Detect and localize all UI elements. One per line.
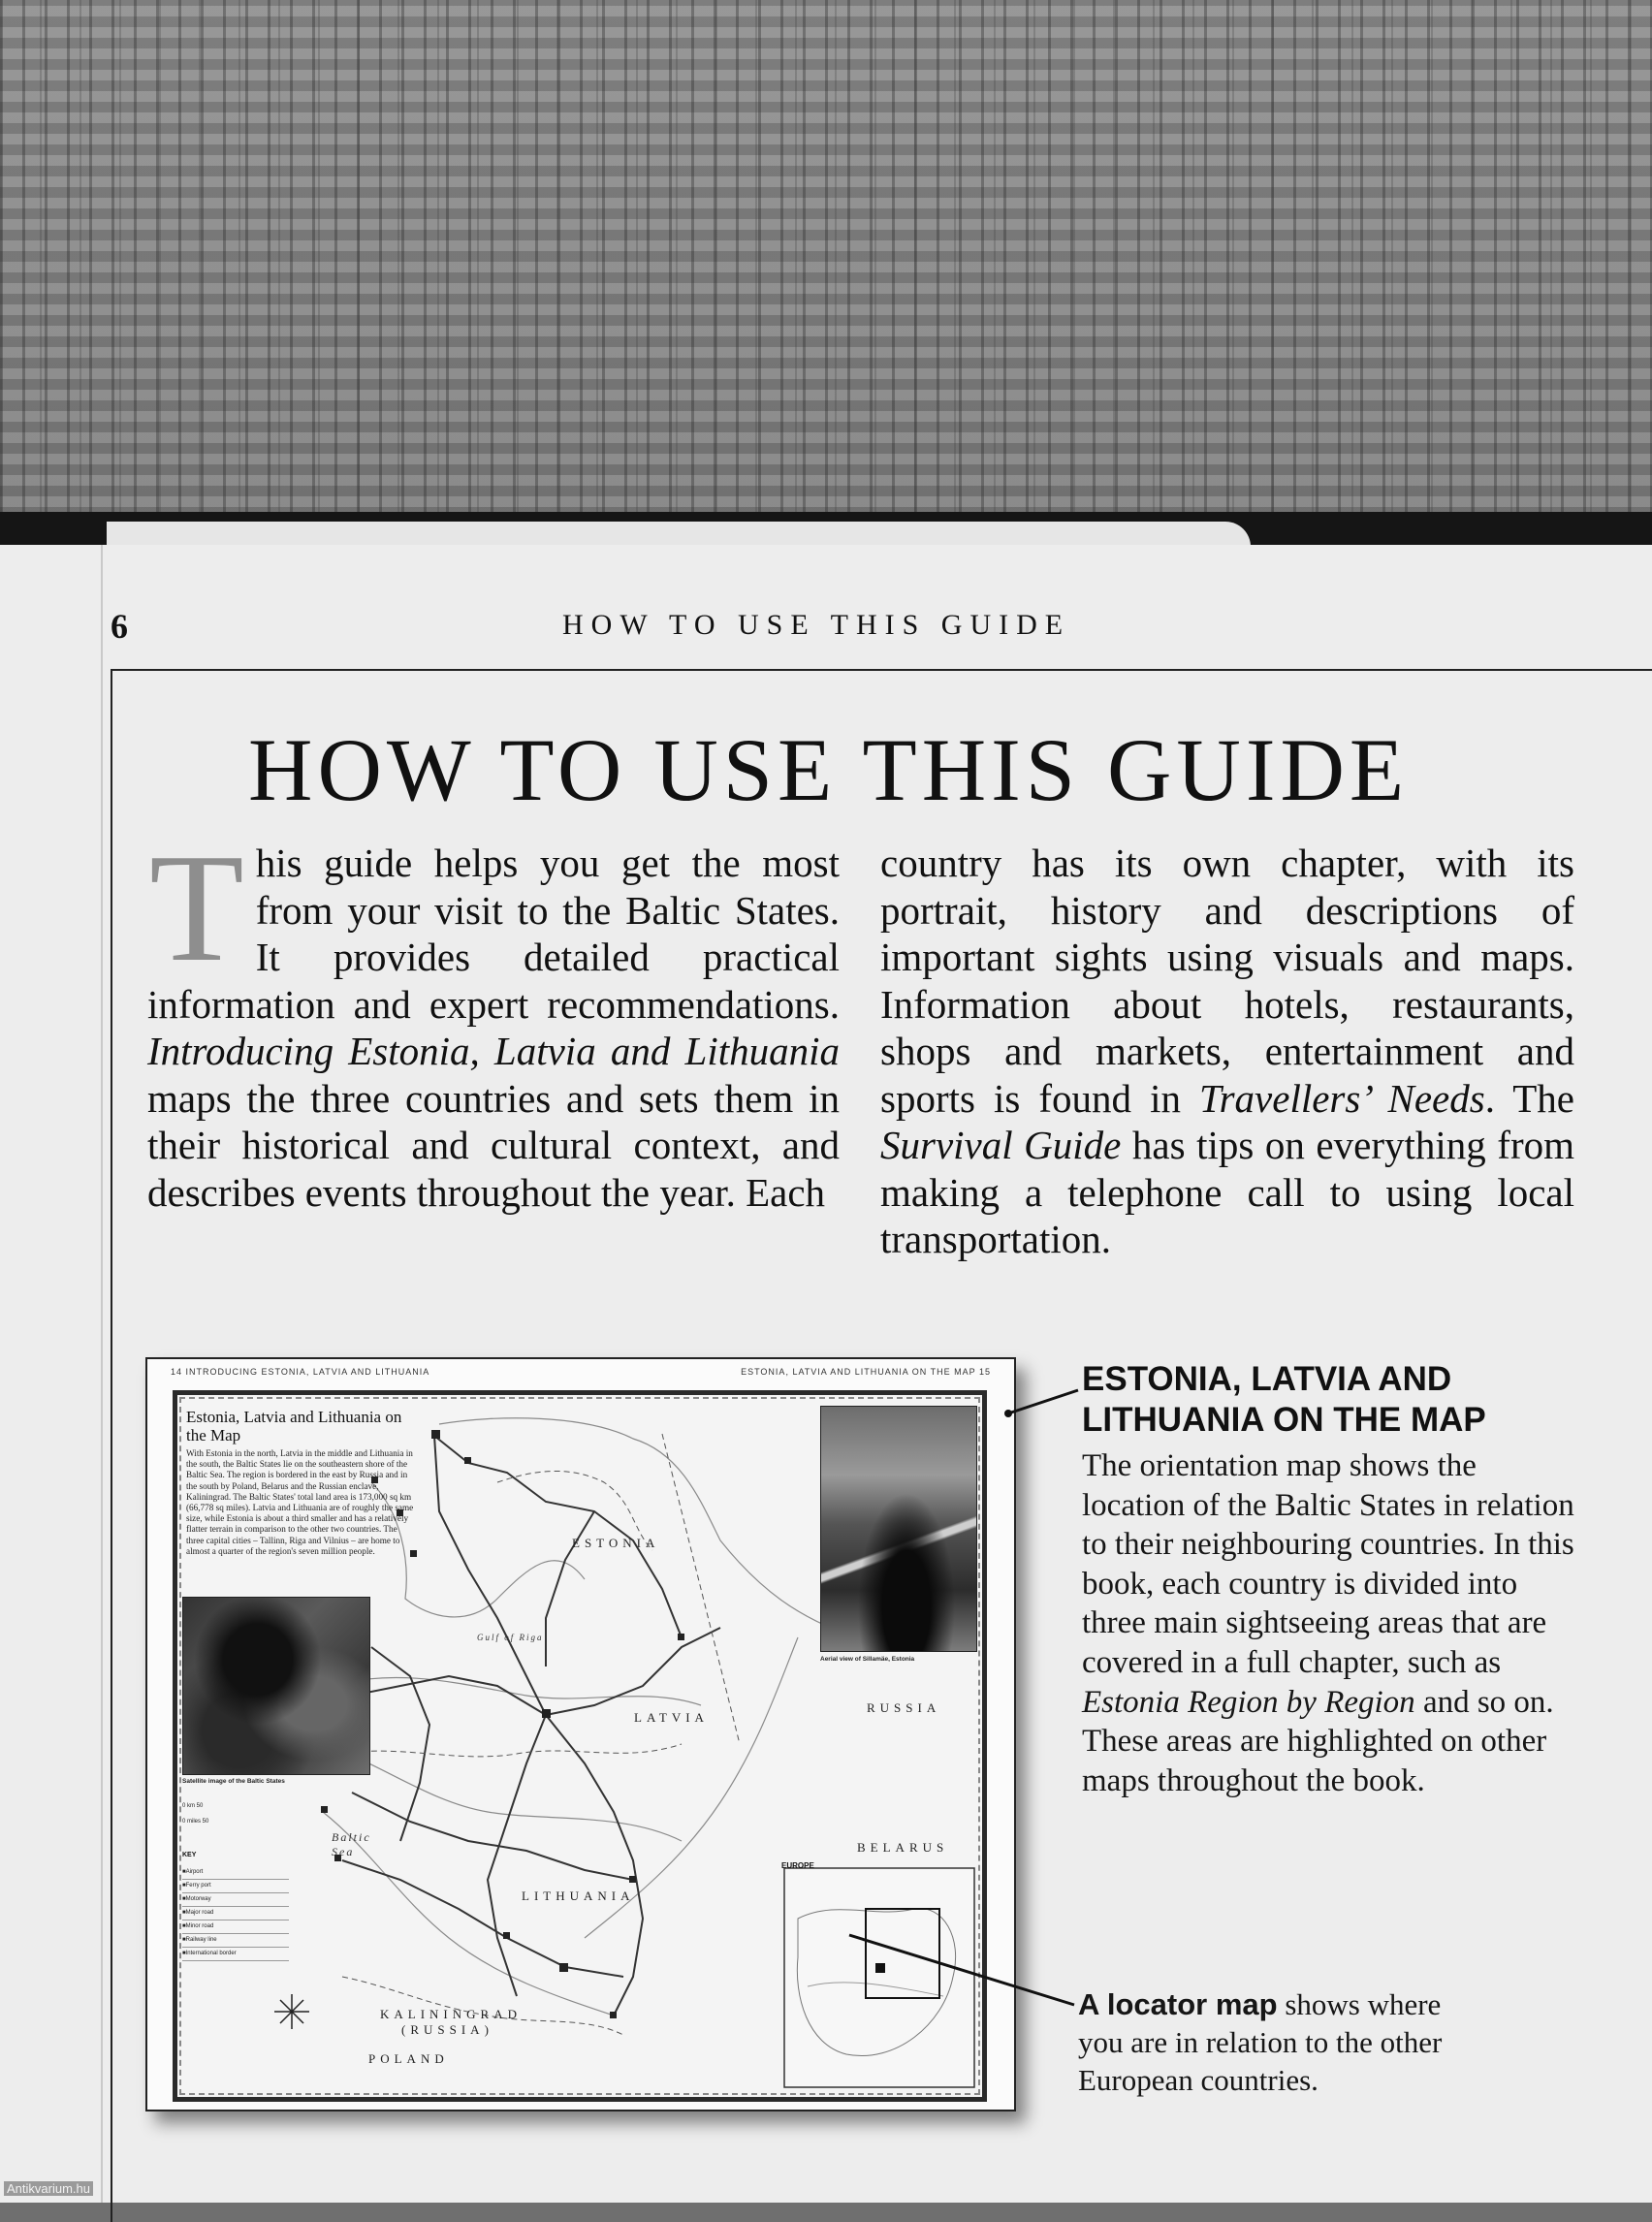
satellite-image: [182, 1597, 370, 1775]
intro-left-lead: his guide helps you get the most from your visit to the Baltic States. It provides detailed practical information and expert recommendations.: [147, 841, 840, 1027]
sample-spread-thumbnail: [145, 1357, 1016, 2111]
spread-header-right: ESTONIA, LATVIA AND LITHUANIA ON THE MAP 15: [741, 1367, 991, 1377]
locator-annotation-bold: A locator map: [1078, 1987, 1278, 2021]
inset-map-title: EUROPE: [781, 1861, 814, 1870]
map-annotation-italic: Estonia Region by Region: [1082, 1684, 1415, 1720]
map-annotation-text: [1082, 1446, 1586, 1800]
intro-right-mid: . The: [1484, 1075, 1574, 1121]
intro-left-tail: maps the three countries and sets them in their historical and cultural context, and describes events throughout the year. Each: [147, 1075, 840, 1215]
intro-column-left: [147, 821, 840, 1216]
table-surface: [0, 0, 1652, 528]
drop-cap: T: [149, 821, 244, 994]
key-item-major-road: ■ Major road: [182, 1906, 289, 1920]
key-item-border: ■ International border: [182, 1947, 289, 1961]
aerial-caption: Aerial view of Sillamäe, Estonia: [820, 1656, 915, 1663]
key-item-railway: ■ Railway line: [182, 1933, 289, 1948]
running-head: HOW TO USE THIS GUIDE: [562, 609, 1071, 641]
intro-column-right: [880, 840, 1574, 1263]
label-poland: POLAND: [368, 2051, 449, 2066]
scale-km: 0 km 50: [182, 1803, 204, 1809]
aerial-photo: [820, 1406, 977, 1652]
locator-annotation: [1078, 1985, 1485, 2099]
spread-map-title: Estonia, Latvia and Lithuania on the Map: [186, 1408, 402, 1444]
intro-right-lead: country has its own chapter, with its portrait, history and descriptions of important sights using visuals and maps. Information about hotels, restaurants, shops and markets, entertainment and sports is found in: [880, 841, 1574, 1121]
watermark: Antikvarium.hu: [4, 2181, 93, 2196]
map-annotation-lead: The orientation map shows the location of the Baltic States in relation to their neighbouring countries. In this book, each country is divided into three main sightseeing areas that are covered in a full chapter, such as: [1082, 1448, 1574, 1680]
intro-right-italic-1: Travellers’ Needs: [1199, 1075, 1485, 1121]
page-gutter: [101, 545, 103, 2203]
map-annotation-tail: and so on. These areas are highlighted on other maps throughout the book.: [1082, 1684, 1554, 1798]
key-item-minor-road: ■ Minor road: [182, 1920, 289, 1934]
label-belarus: BELARUS: [857, 1840, 949, 1855]
locator-annotation-tail: shows where you are in relation to the other European countries.: [1078, 1987, 1443, 2097]
page-number: 6: [111, 607, 128, 646]
label-gulf-of-riga: Gulf of Riga: [477, 1633, 544, 1642]
label-estonia: ESTONIA: [572, 1536, 660, 1550]
map-key-title: KEY: [182, 1852, 197, 1858]
label-latvia: LATVIA: [634, 1710, 709, 1725]
label-kaliningrad-sub: (RUSSIA): [401, 2022, 493, 2037]
label-lithuania: LITHUANIA: [522, 1889, 635, 1903]
intro-right-tail: has tips on everything from making a telephone call to using local transportation.: [880, 1123, 1574, 1261]
spread-header-left: 14 INTRODUCING ESTONIA, LATVIA AND LITHUANIA: [171, 1367, 430, 1377]
key-item-ferry-port: ■ Ferry port: [182, 1879, 289, 1893]
intro-left-italic: Introducing Estonia, Latvia and Lithuania: [147, 1029, 840, 1073]
label-russia: RUSSIA: [867, 1700, 941, 1715]
intro-right-italic-2: Survival Guide: [880, 1123, 1122, 1167]
key-item-motorway: ■ Motorway: [182, 1892, 289, 1907]
map-annotation-heading: ESTONIA, LATVIA AND LITHUANIA ON THE MAP: [1082, 1360, 1486, 1439]
satellite-caption: Satellite image of the Baltic States: [182, 1778, 285, 1785]
label-kaliningrad: KALININGRAD: [380, 2007, 522, 2021]
scale-miles: 0 miles 50: [182, 1819, 209, 1825]
key-item-airport: ■ Airport: [182, 1865, 289, 1880]
label-baltic-sea: Baltic Sea: [332, 1830, 371, 1858]
spread-map-body: With Estonia in the north, Latvia in the middle and Lithuania in the south, the Baltic States lie on the southeastern shore of the Baltic Sea. The region is bordered in the east by Russia and in the south by Poland, Belarus and the Russian enclave, Kaliningrad. The Baltic States' total land area is 173,000 sq km (66,778 sq miles). Latvia and Lithuania are of roughly the same size, while Estonia is about a third smaller and has a relatively flatter terrain in comparison to the other two countries. The three capital cities – Tallinn, Riga and Vilnius – are home to almost a quarter of the region's seven million people.: [186, 1448, 414, 1556]
page-title: HOW TO USE THIS GUIDE: [248, 720, 1410, 819]
